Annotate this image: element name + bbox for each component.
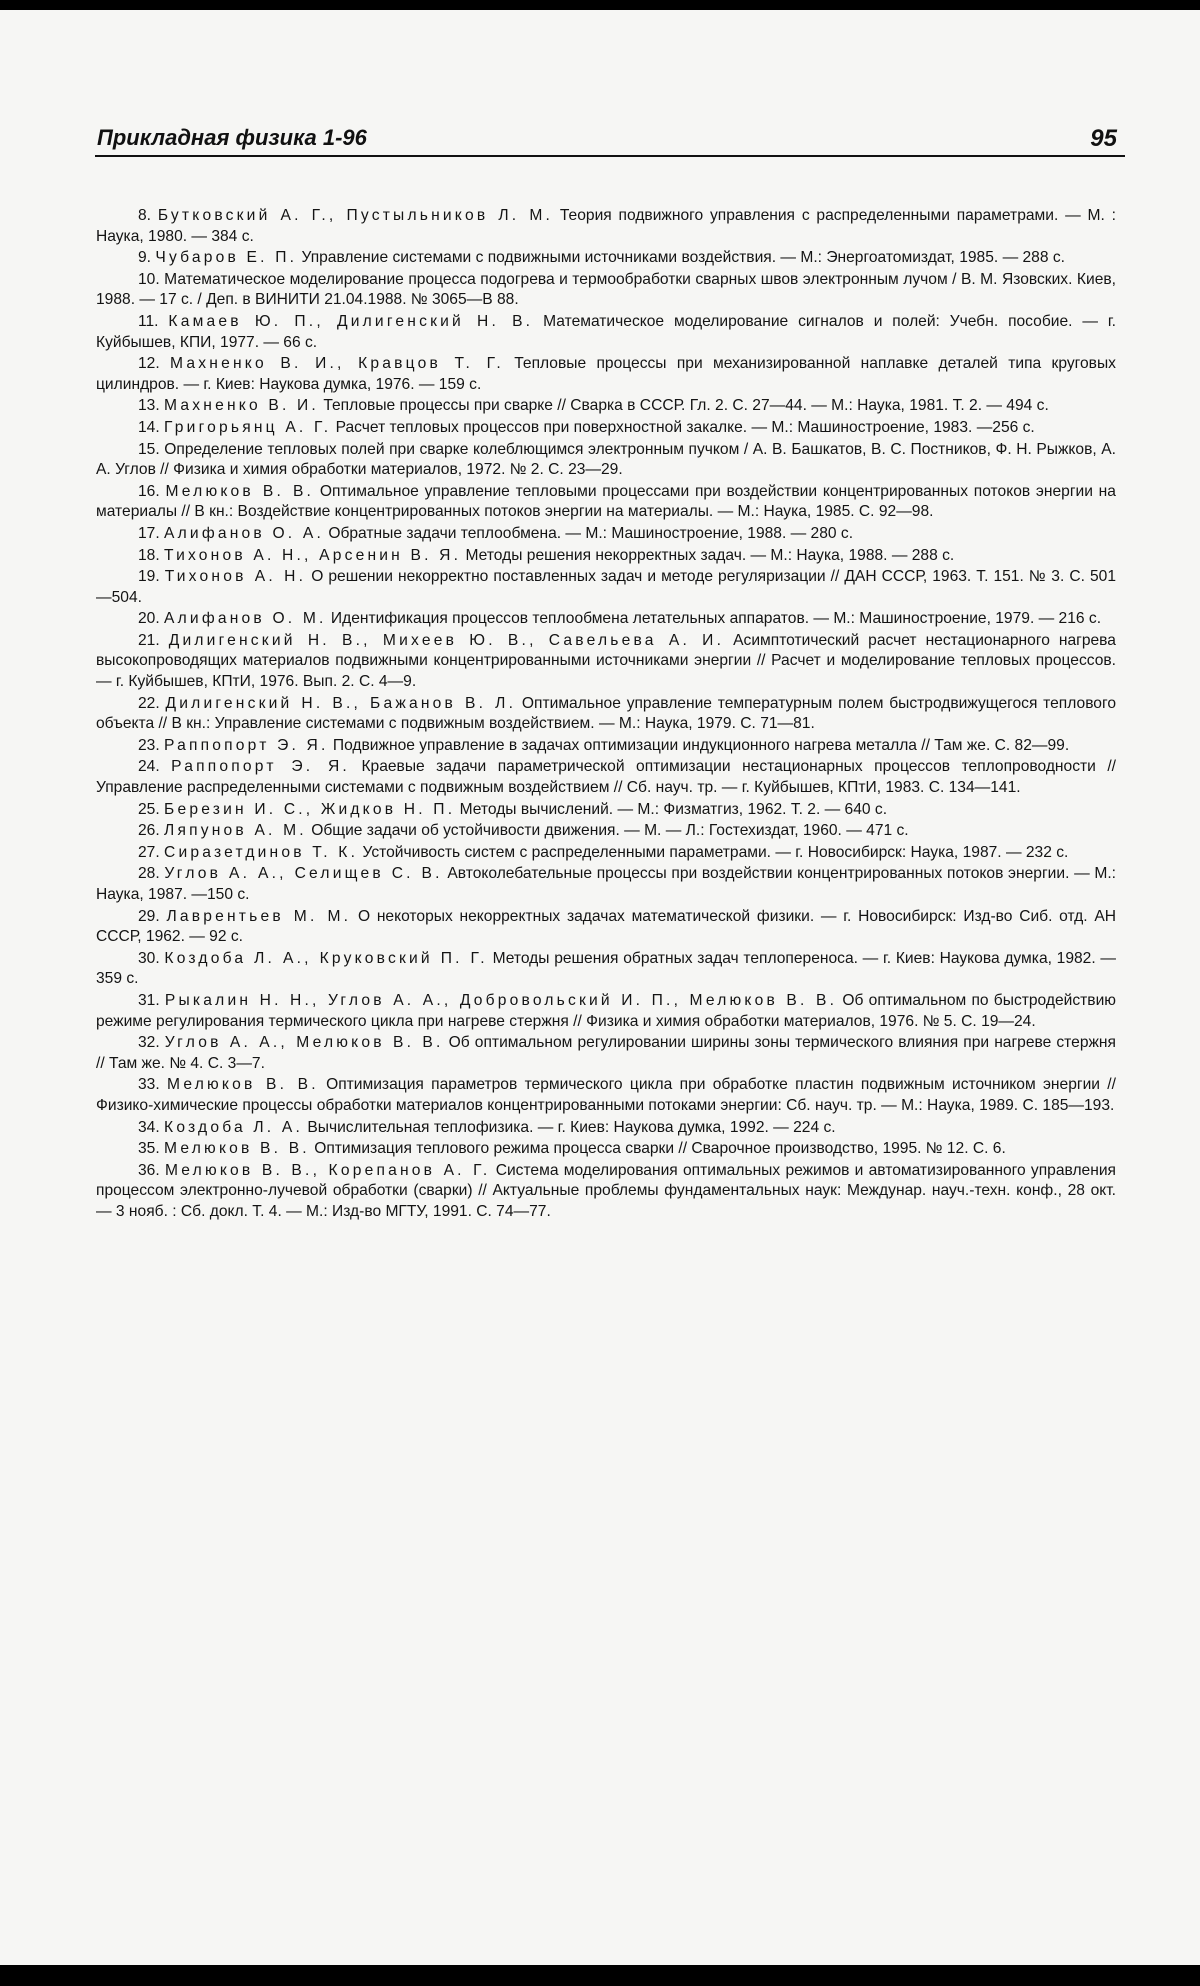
reference-authors: Махненко В. И., Кравцов Т. Г. [170,355,504,373]
reference-text: Общие задачи об устойчивости движения. — М. — Л.: Гостехиздат, 1960. — 471 с. [311,822,909,840]
page-number: 95 [1090,125,1117,152]
reference-authors: Алифанов О. М. [164,610,327,628]
reference-text: Система моделирования оптимальных режимов и автоматизированного управления процессом электронно-лучевой обработки (сварки) // Актуальные проблемы фундаментальных наук: Междунар. науч.-техн. конф., 28 окт. — 3 нояб. : Сб. докл. Т. 4. — М.: Изд-во МГТУ, 1991. С. 74—77. [96,1161,1116,1220]
reference-text: Об оптимальном по быстродействию режиме регулирования термического цикла при нагреве стержня // Физика и химия обработки материалов, 1976. № 5. С. 19—24. [96,991,1116,1030]
reference-authors: Углов А. А., Селищев С. В. [164,865,443,883]
reference-number: 18. [138,546,160,564]
reference-text: Автоколебательные процессы при воздействии концентрированных потоков энергии. — М.: Наука, 1987. —150 с. [96,865,1116,903]
reference-text: Асимптотический расчет нестационарного нагрева высокопроводящих материалов подвижными концентрированными источниками энергии // Расчет и моделирование тепловых процессов. — г. Куйбышев, КПтИ, 1976. Вып. 2. С. 4—9. [96,631,1116,691]
reference-authors: Мелюков В. В., Корепанов А. Г. [164,1161,491,1179]
reference-number: 33. [138,1076,160,1094]
reference-item [96,949,1116,990]
reference-authors: Березин И. С., Жидков Н. П. [164,800,456,818]
reference-item [96,396,1116,417]
reference-item [96,864,1116,905]
reference-number: 23. [138,736,160,754]
reference-item [96,907,1116,948]
reference-number: 17. [138,524,160,542]
reference-text: Вычислительная теплофизика. — г. Киев: Наукова думка, 1992. — 224 с. [307,1118,836,1136]
reference-item [96,1118,1116,1139]
reference-number: 26. [138,822,160,840]
reference-number: 35. [138,1140,160,1158]
reference-text: Тепловые процессы при механизированной наплавке деталей типа круговых цилиндров. — г. Киев: Наукова думка, 1976. — 159 с. [96,355,1116,393]
reference-item [96,440,1116,481]
reference-number: 21. [138,631,160,649]
reference-number: 14. [138,418,160,436]
reference-item [96,843,1116,864]
reference-authors: Тихонов А. Н., Арсенин В. Я. [164,546,462,564]
reference-item [96,418,1116,439]
reference-number: 19. [138,568,160,586]
reference-authors: Углов А. А., Мелюков В. В. [164,1034,444,1052]
reference-number: 29. [138,907,160,925]
reference-number: 16. [138,482,160,500]
reference-item [96,800,1116,821]
reference-number: 11. [138,312,159,330]
reference-authors: Мелюков В. В. [167,1076,319,1094]
reference-authors: Рыкалин Н. Н., Углов А. А., Добровольский И. П., Мелюков В. В. [164,991,838,1009]
reference-number: 10. [138,270,160,288]
reference-number: 30. [138,949,160,967]
reference-authors: Дилигенский Н. В., Михеев Ю. В., Савельева А. И. [168,631,725,649]
reference-authors: Камаев Ю. П., Дилигенский Н. В. [168,312,534,330]
running-header [95,115,1125,157]
reference-text: О решении некорректно поставленных задач и методе регуляризации // ДАН СССР, 1963. Т. 151. № 3. С. 501—504. [96,568,1116,606]
reference-text: Оптимизация параметров термического цикла при обработке пластин подвижным источником энергии // Физико-химические процессы обработки материалов концентрированными потоками энергии: Сб. науч. тр. — М.: Наука, 1989. С. 185—193. [96,1076,1116,1114]
reference-item [96,312,1116,353]
reference-item [96,524,1116,545]
reference-item [96,248,1116,269]
reference-text: Математическое моделирование процесса подогрева и термообработки сварных швов электронным лучом / В. М. Язовских. Киев, 1988. — 17 с. / Деп. в ВИНИТИ 21.04.1988. № 3065—В 88. [96,270,1116,309]
reference-text: Методы решения обратных задач теплопереноса. — г. Киев: Наукова думка, 1982. — 359 с. [96,949,1116,988]
reference-number: 22. [138,694,160,712]
reference-authors: Алифанов О. А. [164,524,324,542]
reference-item [96,609,1116,630]
reference-authors: Махненко В. И. [164,397,319,415]
reference-number: 12. [138,355,160,373]
journal-title: Прикладная физика 1-96 [97,125,367,150]
reference-item [96,1161,1116,1223]
reference-authors: Бутковский А. Г., Пустыльников Л. М. [157,207,554,224]
reference-authors: Мелюков В. В. [164,1140,310,1158]
reference-text: Управление системами с подвижными источниками воздействия. — М.: Энергоатомиздат, 1985. — 288 с. [301,249,1065,267]
page [0,10,1200,1965]
reference-authors: Коздоба Л. А. [164,1118,304,1136]
reference-item [96,1139,1116,1160]
reference-number: 36. [138,1161,160,1179]
reference-item [96,631,1116,693]
reference-item [96,270,1116,311]
reference-item [96,694,1116,735]
reference-number: 9. [138,249,152,267]
reference-item [96,991,1116,1032]
reference-text: Расчет тепловых процессов при поверхностной закалке. — М.: Машиностроение, 1983. —256 с. [335,418,1035,436]
reference-item [96,206,1116,247]
reference-item [96,1075,1116,1116]
reference-text: Подвижное управление в задачах оптимизации индукционного нагрева металла // Там же. С. 82—99. [332,736,1070,754]
reference-number: 15. [138,440,160,458]
reference-text: О некоторых некорректных задачах математической физики. — г. Новосибирск: Изд-во Сиб. отд. АН СССР, 1962. — 92 с. [96,907,1116,946]
reference-number: 27. [138,843,160,861]
reference-number: 34. [138,1118,160,1136]
reference-item [96,567,1116,608]
reference-authors: Чубаров Е. П. [155,249,298,267]
reference-number: 25. [138,800,160,818]
reference-text: Теория подвижного управления с распределенными параметрами. — М. : Наука, 1980. — 384 с. [96,207,1116,245]
reference-text: Обратные задачи теплообмена. — М.: Машиностроение, 1988. — 280 с. [328,524,854,542]
reference-text: Устойчивость систем с распределенными параметрами. — г. Новосибирск: Наука, 1987. — 232 с. [362,843,1069,861]
reference-text: Краевые задачи параметрической оптимизации нестационарных процессов теплопроводности // Управление распределенными системами с подвижным воздействием // Сб. науч. тр. — г. Куйбышев, КПтИ, 1983. С. 134—141. [96,758,1116,797]
reference-number: 24. [138,758,160,776]
reference-number: 8. [138,207,152,224]
reference-item [96,354,1116,395]
reference-authors: Раппопорт Э. Я. [164,736,329,754]
reference-authors: Дилигенский Н. В., Бажанов В. Л. [165,694,517,712]
reference-authors: Тихонов А. Н. [164,568,307,586]
reference-authors: Сиразетдинов Т. К. [164,843,359,861]
reference-text: Оптимизация теплового режима процесса сварки // Сварочное производство, 1995. № 12. С. 6. [314,1140,1006,1158]
reference-text: Определение тепловых полей при сварке колеблющимся электронным пучком / А. В. Башкатов, В. С. Постников, Ф. Н. Рыжков, А. А. Углов // Физика и химия обработки материалов, 1972. № 2. С. 23—29. [96,440,1116,479]
reference-text: Об оптимальном регулировании ширины зоны термического влияния при нагреве стержня // Там же. № 4. С. 3—7. [96,1034,1116,1072]
reference-text: Идентификация процессов теплообмена летательных аппаратов. — М.: Машиностроение, 1979. — 216 с. [330,610,1102,628]
reference-authors: Мелюков В. В. [165,482,315,500]
reference-item [96,546,1116,567]
reference-number: 13. [138,397,160,415]
reference-text: Методы вычислений. — М.: Физматгиз, 1962. Т. 2. — 640 с. [459,800,888,818]
reference-text: Оптимальное управление тепловыми процессами при воздействии концентрированных потоков энергии на материалы // В кн.: Воздействие концентрированных потоков энергии на материалы. — М.: Наука, 1985. С. 92—98. [96,482,1116,521]
reference-item [96,736,1116,757]
reference-authors: Лаврентьев М. М. [166,907,352,925]
reference-text: Тепловые процессы при сварке // Сварка в СССР. Гл. 2. С. 27—44. — М.: Наука, 1981. Т. 2. — 494 с. [323,397,1049,415]
reference-authors: Коздоба Л. А., Круковский П. Г. [164,949,488,967]
reference-list [96,206,1116,1224]
reference-text: Математическое моделирование сигналов и полей: Учебн. пособие. — г. Куйбышев, КПИ, 1977. — 66 с. [96,312,1116,351]
reference-item [96,1033,1116,1074]
reference-authors: Ляпунов А. М. [164,822,307,840]
reference-item [96,821,1116,842]
reference-number: 31. [138,991,160,1009]
reference-text: Оптимальное управление температурным полем быстродвижущегося теплового объекта // В кн.: Управление системами с подвижным воздействием. — М.: Наука, 1979. С. 71—81. [96,694,1116,733]
reference-number: 28. [138,865,160,883]
reference-authors: Григорьянц А. Г. [164,418,332,436]
reference-item [96,482,1116,523]
reference-text: Методы решения некорректных задач. — М.: Наука, 1988. — 288 с. [465,546,955,564]
reference-item [96,757,1116,798]
reference-number: 20. [138,610,160,628]
reference-authors: Раппопорт Э. Я. [171,758,350,776]
reference-number: 32. [138,1034,160,1052]
